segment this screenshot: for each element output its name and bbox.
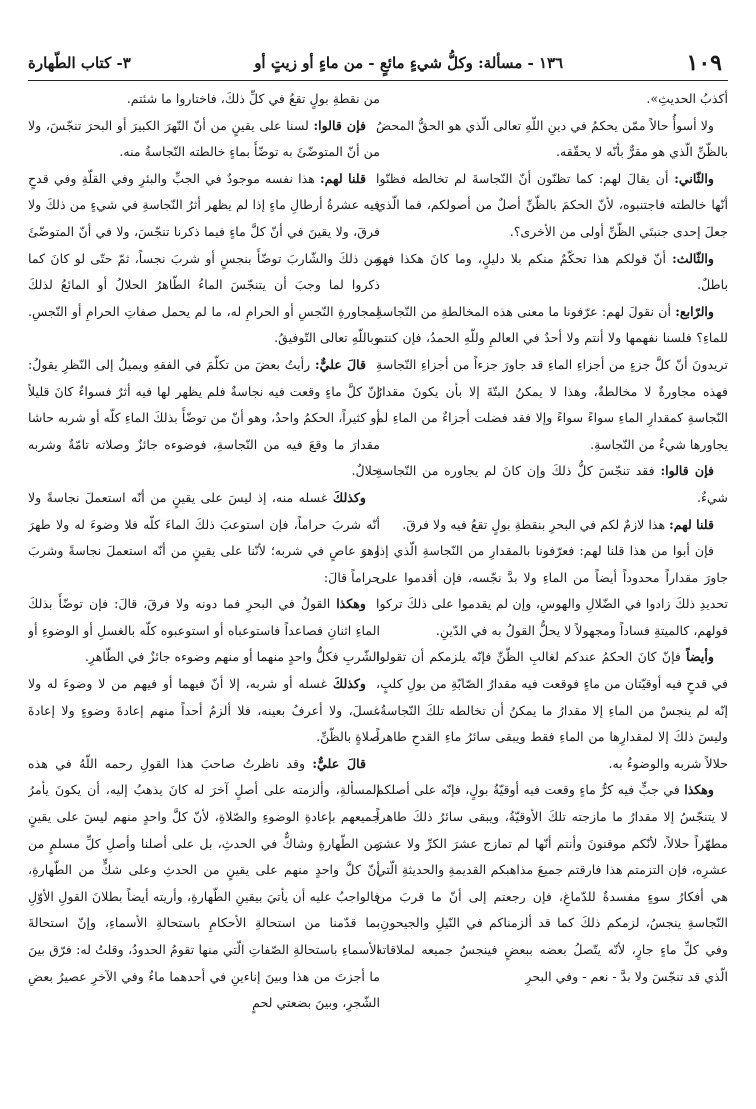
paragraph: [376, 458, 728, 511]
paragraph: [28, 86, 380, 113]
paragraph-text: أكذبُ الحديثِ».: [646, 91, 728, 106]
paragraph-text: في جبٍّ فيه كرُّ ماءٍ وقعت فيه أوقيّةُ بولٍ، فإنّه على أصلكم لا يتنجّسُ إلا مقدارُ ما مازجته تلكَ الأوقيّةُ، ويبقى سائرُ ذلكَ طاهراً مطهّراً حلالاً، لأنّكم موقنونَ وأنتم أنّها لم تمازج عشرَ الكرِّ ولا عشرَ عشرِه، فإن التزمتم هذا فارقتم جميعَ مذاهبكم القديمةِ والحديثةِ الّتي هي أفكارُ سوءٍ مفسدةٌ للدّماغِ، فإن رجعتم إلى أنّ ما قربَ من النّجاسةِ ينجسُ، لزمكم ذلكَ كما قد ألزمناكم في النّيلِ والجيحونِ، وفي كلِّ ماءٍ جارٍ، لأنّه يتّصلُ بعضه ببعضٍ فينجسُ جميعه لملاقاته الّذي قد تنجّسَ ولا بدَّ - نعم - وفي البحرِ: [376, 782, 728, 984]
paragraph: [28, 751, 380, 1017]
paragraph-text: هذا لازمٌ لكم في البحرِ بنقطةِ بولٍ تقعُ فيه ولا فرقَ.: [402, 516, 666, 532]
paragraph-text: رأيتُ بعضَ من تكلّمَ في الفقهِ ويميلُ إلى النّظرِ يقولُ: إنّ كلَّ ماءٍ وقعت فيه نجاسةٌ فلم يظهر لها فيه أثرٌ فسواءٌ كانَ قليلاً أو كثيراً، الحكمُ واحدٌ، وهو أنّ من توضّأَ بذلكَ الماءِ كلّه أو شربه حاشا مقدارَ ما وقعَ فيه من النّجاسةِ، فوضوءه جائزٌ وصلاته تامّةٌ وشربه حلالٌ.: [28, 356, 380, 479]
paragraph-lead: وهكذا: [684, 782, 714, 798]
paragraph: [376, 538, 728, 644]
book-title: ٣- كتاب الطّهارة: [28, 54, 131, 72]
paragraph: [376, 512, 728, 539]
left-column: [28, 86, 380, 1086]
paragraph-text: أنّ قولكم هذا تحكّمٌ منكم بلا دليلٍ، وما كانَ هكذا فهوَ باطلٌ.: [376, 250, 728, 293]
paragraph-lead: والثّاني:: [674, 170, 714, 186]
paragraph: [376, 777, 728, 990]
paragraph: [376, 246, 728, 299]
header-rule: [28, 80, 728, 81]
paragraph-lead: وأيضاً: [686, 649, 714, 665]
paragraph: [376, 166, 728, 246]
paragraph: [28, 352, 380, 485]
paragraph-text: أن يقالَ لهم: كما تظنّون أنّ النّجاسةَ لم تخالطه فظنّوا أنّها خالطته فاجتنبوه، لأنّ الحكمَ بالظّنِّ أصلٌ من أصولكم، فما الّذي جعلَ إحدى جنبتَي الظّنِّ أولى من الأخرى؟.: [376, 170, 728, 239]
paragraph: [28, 113, 380, 166]
paragraph-text: فقد تنجّسَ كلُّ ذلكَ وإن كانَ لم يجاوره من النّجاسةِ شيءٌ.: [376, 463, 728, 505]
paragraph-lead: قالَ عليٌّ:: [312, 755, 366, 771]
paragraph: [376, 86, 728, 113]
paragraph-lead: وهكذا: [336, 596, 366, 612]
paragraph-text: لسنا على يقينٍ من أنّ النّهرَ الكبيرَ أو البحرَ تنجّسَ، ولا من أنّ المتوضّئَ به توضّأَ بماءٍ خالطته النّجاسةُ منه.: [28, 117, 380, 160]
page-header: [28, 50, 728, 76]
paragraph-text: فإنّ كانَ الحكمُ عندكم لغالبِ الظّنِّ فإنّه يلزمكم أن تقولوا في قدحٍ فيه أوقيّتان من ماءٍ فوقعت فيه مقدارُ الصّابّةِ من بولِ كلبٍ، إنّه لم ينجسْ من الماءِ إلا مقدارُ ما يمكنُ أن تخالطه تلكَ النّجاسةُ، وليسَ ذلكَ إلا لمقدارِها من الماءِ فقط ويبقى سائرُ ماءِ القدحِ طاهراً حلالاً شربه والوضوءُ به.: [376, 649, 728, 771]
paragraph-text: من نقطةِ بولٍ تقعُ في كلِّ ذلكَ، فاختاروا ما شئتم.: [126, 91, 380, 106]
paragraph-lead: والثّالث:: [672, 250, 714, 266]
paragraph-lead: وكذلكَ: [332, 676, 366, 692]
paragraph: [28, 591, 380, 671]
paragraph: [376, 113, 728, 166]
paragraph: [28, 671, 380, 751]
paragraph-lead: فإن قالوا:: [313, 117, 366, 133]
page-number: ١٠٩: [686, 50, 722, 76]
paragraph-text: وقد ناظرتُ صاحبَ هذا القولِ رحمه اللّهُ في هذه المسألةِ، وألزمته على أصلٍ آخرَ له كانَ يذهبُ إليه، أن يكونَ يأمرُ جميعهم بإعادةِ الوضوءِ والصّلاةِ، لأنّ كلَّ واحدٍ منهم ليسَ على يقينٍ من الطّهارةِ وشاكٌّ في الحدثِ، بل على أصلنا وأصلِ كلِّ مسلمٍ من أنّ كلَّ واحدٍ منهم على يقينٍ من الحدثِ وعلى شكٍّ من الطّهارةِ، فالواجبُ عليه أن يأتيَ بيقينِ الطّهارةِ، وأريته أيضاً بطلانَ القولِ الأوّلِ بما قدّمنا من استحالةِ الأحكامِ باستحالةِ الأسماءِ، وإنّ استحالةَ الأسماءِ باستحالةِ الصّفاتِ الّتي منها تقومُ الحدودُ، وقلتُ له: فرّق بينَ ما أجزتَ من هذا وبينَ إناءينِ في أحدهما ماءٌ وفي الآخرِ عصيرُ بعضِ الشّجرِ، وبينَ بضعتي لحمٍ: [28, 755, 380, 1011]
paragraph-lead: قلنا لهم:: [319, 170, 366, 186]
running-title: ١٣٦ - مسألة: وكلُّ شيءٍ مائعٍ - من ماءٍ أو زيتٍ أو: [254, 54, 564, 72]
paragraph-text: هذا نفسه موجودٌ في الجبِّ والبئرِ وفي القلّةِ وفي قدحٍ فيه عشرةُ أرطالِ ماءٍ إذا لم يظهر أثرُ النّجاسةِ في شيءٍ من ذلكَ ولا فرقَ، ولا يقينَ في أنّ كلَّ ماءٍ فيما ذكرنا تنجّسَ، ولا في أنّ المتوضّئَ من ذلكَ والشّاربَ توضّأَ بنجسٍ أو شربَ نجساً، ثمّ حتّى لو كانَ كما ذكروا لما وجبَ أن يتنجّسَ الماءُ الطّاهرُ الحلالُ أو المائعُ لذلكَ لمجاورةِ النّجسِ أو الحرامِ له، ما لم يحمل صفاتِ الحرامِ أو النّجسِ. وباللّهِ تعالى التّوفيقُ.: [28, 170, 380, 346]
paragraph: [28, 485, 380, 591]
paragraph-text: القولُ في البحرِ فما دونه ولا فرقَ، قالَ: فإن توضّأَ بذلكَ الماءِ اثنانِ فصاعداً فاستوعباه أو استوعبوه كلّه بالغسلِ أو الوضوءِ أو الشّربِ فكلُّ واحدٍ منهما أو منهم وضوءه جائزٌ في الطّاهرِ.: [28, 596, 380, 665]
paragraph: [28, 166, 380, 352]
paragraph: [376, 299, 728, 459]
paragraph-lead: وكذلكَ: [332, 489, 366, 505]
paragraph: [376, 644, 728, 777]
paragraph-lead: والرّابع:: [675, 303, 714, 319]
paragraph-text: أن نقولَ لهم: عرّفونا ما معنى هذه المخالطةِ من النّجاسةِ للماءِ؟ فلسنا نفهمها ولا أنتم ولا أحدٌ في العالمِ وللّهِ الحمدُ، فإن كنتم تريدونَ أنّ كلَّ جزءٍ من أجزاءِ الماءِ قد جاورَ جزءاً من أجزاءِ النّجاسةِ فهذه مجاورةٌ لا مخالطةٌ، وهذا لا يمكنُ البتّةَ إلا بأن يكونَ مقدارُ النّجاسةِ كمقدارِ الماءِ سواءً سواءً وإلا فقد فضلت أجزاءٌ من الماءِ لم يجاورها شيءٌ من النّجاسةِ.: [376, 303, 728, 452]
paragraph-text: غسله أو شربه، إلا أنّ فيهما أو فيهم من لا وضوءَ له ولا غسلَ، ولا أعرفُ بعينه، فلا ألزمُ أحداً منهم إعادةَ وضوءٍ ولا إعادةَ صلاةٍ بالظّنِّ.: [28, 676, 380, 745]
paragraph-text: فإن أبوا من هذا قلنا لهم: فعرّفونا بالمقدارِ من النّجاسةِ الّذي إذا جاورَ مقداراً محدوداً أيضاً من الماءِ ولا بدَّ نجّسه، فإن أقدموا على تحديدِ ذلكَ زادوا في الضّلالِ والهوسِ، وإن لم يقدموا على ذلكَ تركوا قولهم، كالميتةِ فساداً ومجهولاً لا يحلُّ القولُ به في الدّينِ.: [376, 543, 728, 638]
paragraph-lead: فإن قالوا:: [660, 463, 714, 479]
paragraph-text: غسله منه، إذ ليسَ على يقينٍ من أنّه استعملَ نجاسةً ولا أنّه شربَ حراماً، فإن استوعبَ ذلكَ الماءَ كلّه فلا وضوءَ له ولا طهرَ وهوَ عاصٍ في شربه؛ لأنّنا على يقينٍ من أنّه استعملَ نجاسةً وشربَ حراماً قالَ:: [28, 489, 380, 585]
paragraph-lead: قلنا لهم:: [669, 516, 714, 532]
right-column: [376, 86, 728, 1086]
paragraph-lead: قالَ عليٌّ:: [315, 356, 366, 372]
paragraph-text: ولا أسوأُ حالاً ممّن يحكمُ في دينِ اللّهِ تعالى الّذي هو الحقُّ المحضُ بالظّنِّ الّذي هو مقرٌّ بأنّه لا يحقّقه.: [376, 117, 728, 160]
